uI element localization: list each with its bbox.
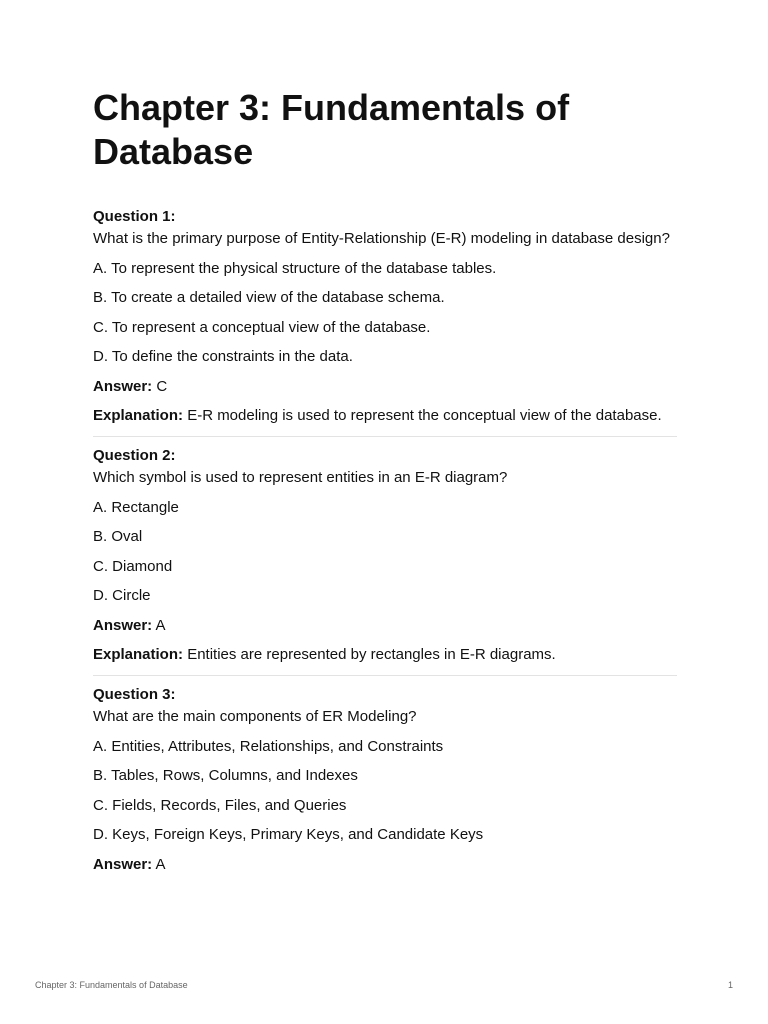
answer [93, 854, 677, 876]
option-c: C. Diamond [93, 557, 173, 575]
footer-page-number: 1 [727, 980, 733, 990]
question-label: Question 1: [93, 208, 176, 225]
explanation [93, 644, 677, 666]
answer [93, 376, 677, 398]
answer-value: C [156, 377, 168, 395]
option-b: B. Oval [93, 528, 143, 545]
explanation-text: E-R modeling is used to represent the conceptual view of the database. [187, 407, 662, 424]
footer-title: Chapter 3: Fundamentals of Database [35, 980, 188, 990]
explanation-text: Entities are represented by rectangles in E-R diagrams. [187, 646, 556, 663]
question-text: What is the primary purpose of Entity-Relationship (E-R) modeling in database design? [93, 230, 670, 247]
page-title: Chapter 3: Fundamentals of Database [93, 87, 570, 172]
divider [93, 436, 677, 437]
question-label: Question 3: [93, 686, 176, 703]
question-2 [93, 445, 677, 666]
explanation-label: Explanation: [93, 646, 184, 663]
answer-label: Answer: [93, 616, 153, 634]
option-d: D. Keys, Foreign Keys, Primary Keys, and Candidate Keys [93, 826, 484, 843]
answer-label: Answer: [93, 377, 153, 395]
question-text: What are the main components of ER Modeling? [93, 708, 417, 725]
answer [93, 615, 677, 637]
option-b: B. Tables, Rows, Columns, and Indexes [93, 767, 358, 784]
divider [93, 675, 677, 676]
answer-value: A [155, 616, 166, 634]
option-c: C. To represent a conceptual view of the database. [93, 318, 431, 336]
question-label: Question 2: [93, 447, 176, 464]
option-d: D. Circle [93, 587, 151, 604]
page-content [93, 86, 677, 876]
option-a: A. Entities, Attributes, Relationships, and Constraints [93, 737, 444, 755]
explanation-label: Explanation: [93, 407, 184, 424]
question-1 [93, 206, 677, 427]
explanation [93, 405, 677, 427]
answer-value: A [155, 855, 166, 873]
option-d: D. To define the constraints in the data. [93, 348, 353, 365]
option-b: B. To create a detailed view of the database schema. [93, 289, 445, 306]
question-text: Which symbol is used to represent entities in an E-R diagram? [93, 469, 508, 486]
option-c: C. Fields, Records, Files, and Queries [93, 796, 347, 814]
answer-label: Answer: [93, 855, 153, 873]
question-3 [93, 684, 677, 876]
option-a: A. Rectangle [93, 498, 179, 516]
option-a: A. To represent the physical structure of the database tables. [93, 259, 497, 277]
